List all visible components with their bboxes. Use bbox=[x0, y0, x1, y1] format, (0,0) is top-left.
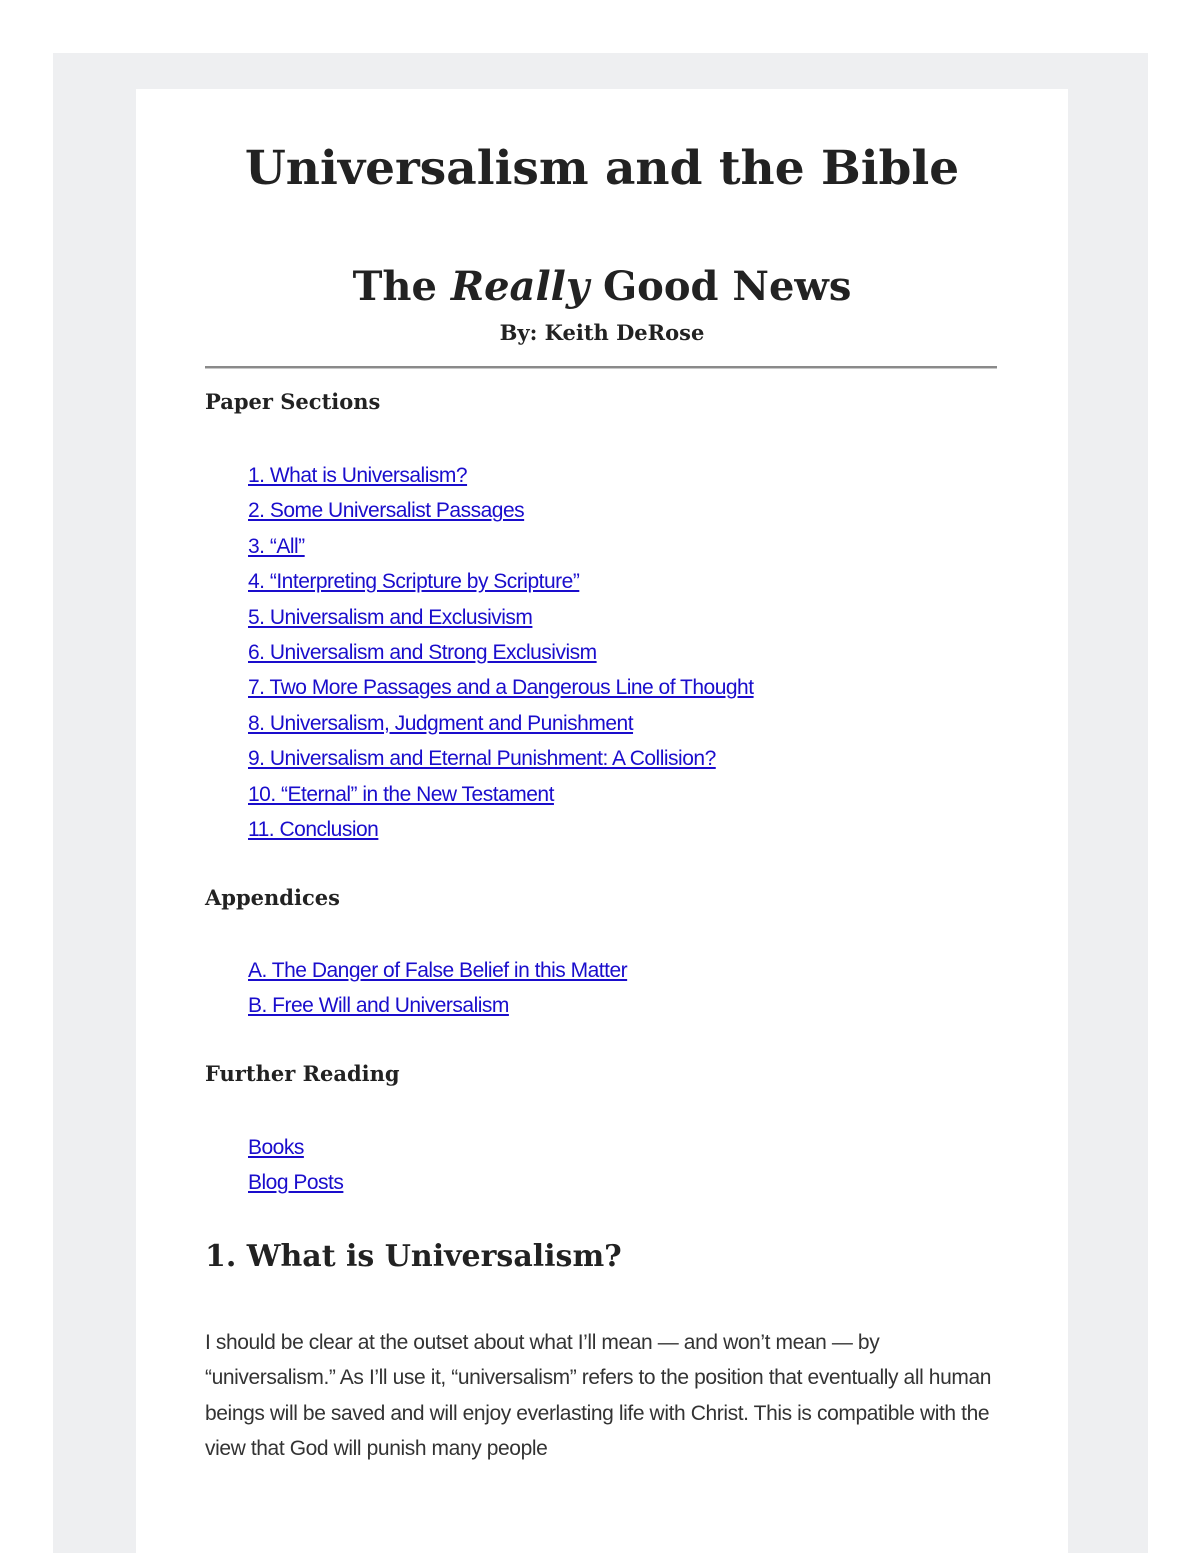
toc-list-further-reading bbox=[248, 1130, 343, 1201]
section-heading-what-is-universalism: 1. What is Universalism? bbox=[205, 1239, 622, 1274]
toc-item bbox=[248, 493, 754, 528]
toc-link-appendix-b[interactable]: B. Free Will and Universalism bbox=[248, 994, 509, 1018]
toc-item bbox=[248, 529, 754, 564]
toc-list-appendices bbox=[248, 953, 627, 1024]
toc-link-section-10[interactable]: 10. “Eternal” in the New Testament bbox=[248, 782, 554, 806]
toc-list-paper-sections bbox=[248, 458, 754, 847]
toc-item bbox=[248, 670, 754, 705]
document-page bbox=[136, 89, 1068, 1553]
toc-link-blog-posts[interactable]: Blog Posts bbox=[248, 1171, 344, 1195]
byline: By: Keith DeRose bbox=[499, 320, 705, 345]
toc-link-appendix-a[interactable]: A. The Danger of False Belief in this Matter bbox=[248, 959, 628, 982]
toc-link-section-5[interactable]: 5. Universalism and Exclusivism bbox=[248, 605, 533, 629]
toc-item bbox=[248, 1165, 343, 1200]
toc-item bbox=[248, 706, 754, 741]
divider-rule bbox=[205, 366, 997, 369]
subtitle-text-before: The bbox=[352, 263, 451, 310]
toc-link-section-2[interactable]: 2. Some Universalist Passages bbox=[248, 499, 525, 523]
toc-link-section-11[interactable]: 11. Conclusion bbox=[248, 817, 379, 841]
toc-heading-paper-sections: Paper Sections bbox=[205, 389, 381, 414]
document-title: Universalism and the Bible bbox=[244, 141, 960, 196]
document-subtitle bbox=[136, 265, 1068, 309]
toc-item bbox=[248, 777, 754, 812]
subtitle-emphasis: Really bbox=[450, 263, 590, 310]
toc-heading-appendices: Appendices bbox=[205, 885, 340, 910]
toc-link-section-1[interactable]: 1. What is Universalism? bbox=[248, 464, 468, 487]
toc-item bbox=[248, 953, 627, 988]
toc-heading-further-reading: Further Reading bbox=[205, 1061, 400, 1086]
toc-link-section-8[interactable]: 8. Universalism, Judgment and Punishment bbox=[248, 711, 634, 735]
section-body-paragraph: I should be clear at the outset about what I’ll mean — and won’t mean — by “universalism.” As I’ll use it, “universalism” refers to the position that eventually all human beings will be saved and will enjoy everlasting life with Christ. This is compatible with the view that God will punish many people bbox=[205, 1331, 992, 1461]
toc-item bbox=[248, 988, 627, 1023]
toc-item bbox=[248, 564, 754, 599]
toc-item bbox=[248, 812, 754, 847]
toc-link-section-4[interactable]: 4. “Interpreting Scripture by Scripture” bbox=[248, 570, 580, 594]
toc-link-section-9[interactable]: 9. Universalism and Eternal Punishment: A Collision? bbox=[248, 747, 716, 771]
toc-link-section-7[interactable]: 7. Two More Passages and a Dangerous Line of Thought bbox=[248, 676, 754, 700]
toc-item bbox=[248, 1130, 343, 1165]
toc-link-section-3[interactable]: 3. “All” bbox=[248, 534, 305, 558]
toc-item bbox=[248, 458, 754, 493]
toc-item bbox=[248, 741, 754, 776]
subtitle-text-after: Good News bbox=[589, 263, 852, 310]
toc-link-books[interactable]: Books bbox=[248, 1136, 304, 1159]
toc-item bbox=[248, 635, 754, 670]
toc-link-section-6[interactable]: 6. Universalism and Strong Exclusivism bbox=[248, 640, 597, 664]
toc-item bbox=[248, 600, 754, 635]
